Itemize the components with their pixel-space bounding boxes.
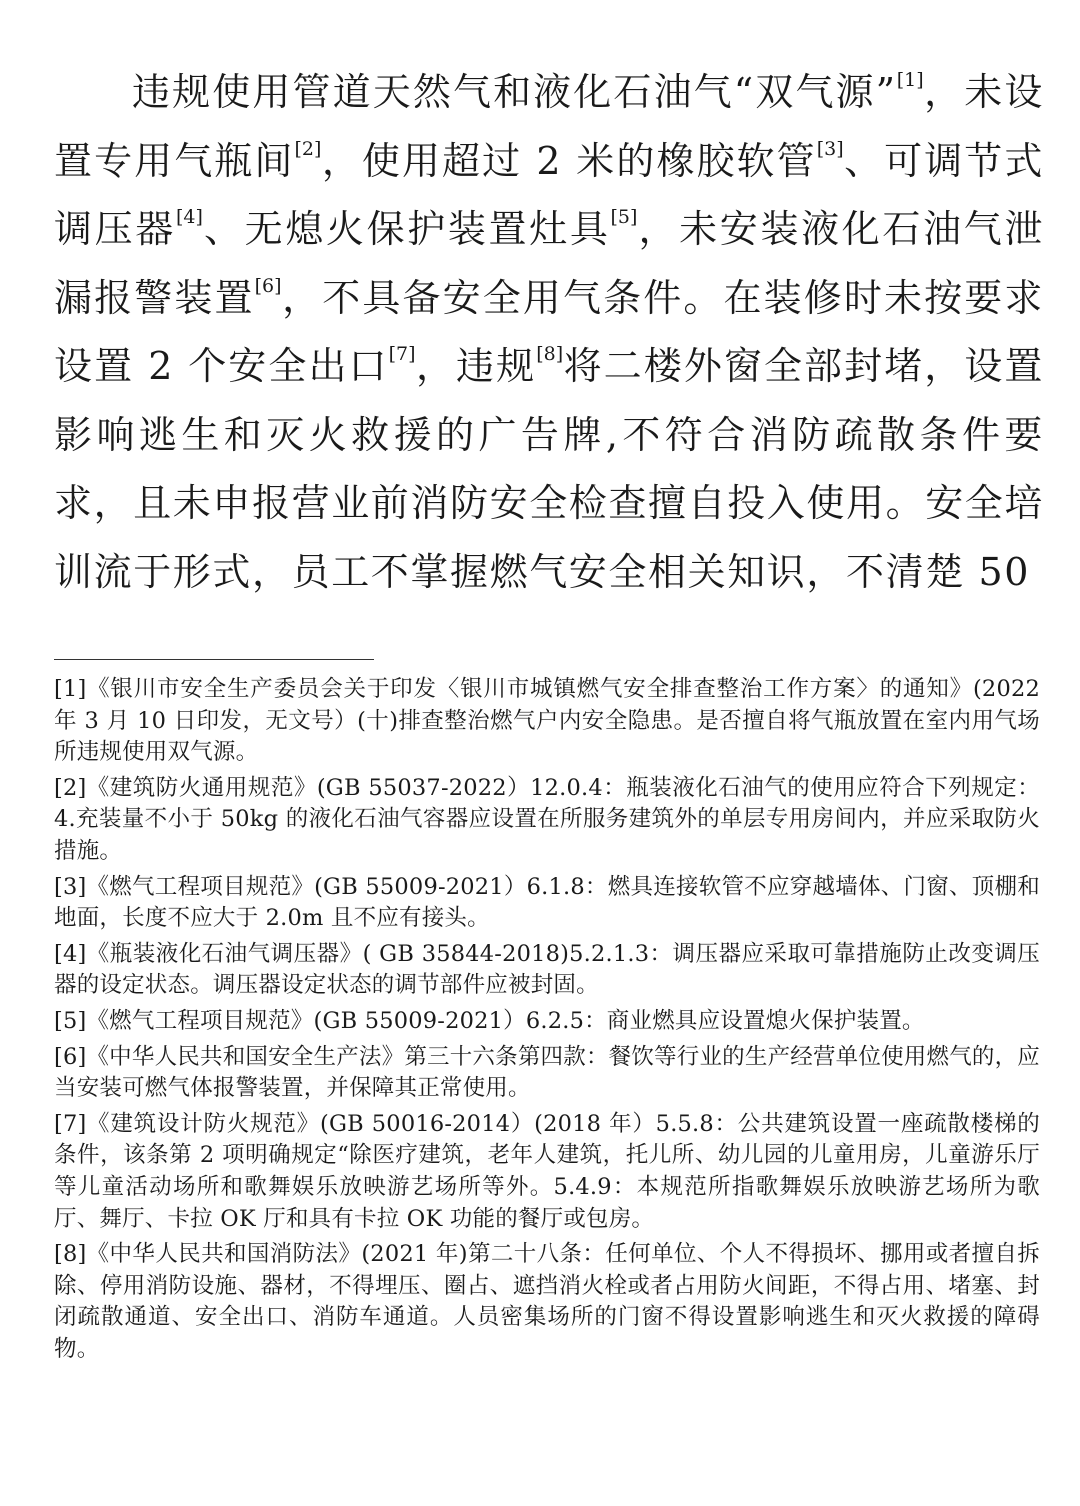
footnote-3: [3]《燃气工程项目规范》(GB 55009-2021）6.1.8：燃具连接软管不应穿越墙体、门窗、顶棚和地面，长度不应大于 2.0m 且不应有接头。 [54, 873, 1040, 932]
footnote-2: [2]《建筑防火通用规范》(GB 55037-2022）12.0.4：瓶装液化石油气的使用应符合下列规定：4.充装量不小于 50kg 的液化石油气容器应设置在所服务建筑外的单层专用房间内，并应采取防火措施。 [54, 774, 1040, 864]
footnote-7: [7]《建筑设计防火规范》(GB 50016-2014）(2018 年）5.5.8：公共建筑设置一座疏散楼梯的条件，该条第 2 项明确规定“除医疗建筑，老年人建筑，托儿所、幼儿园的儿童用房，儿童游乐厅等儿童活动场所和歌舞娱乐放映游艺场所等外。5.4.9：本规范所指歌舞娱乐放映游艺场所为歌厅、舞厅、卡拉 OK 厅和具有卡拉 OK 功能的餐厅或包房。 [54, 1110, 1040, 1232]
footnote-6: [6]《中华人民共和国安全生产法》第三十六条第四款：餐饮等行业的生产经营单位使用燃气的，应当安装可燃气体报警装置，并保障其正常使用。 [54, 1043, 1040, 1102]
body-text-segment: ，违规 [415, 344, 537, 388]
body-text-segment: 违规使用管道天然气和液化石油气“双气源” [132, 70, 897, 114]
footnote-8: [8]《中华人民共和国消防法》(2021 年)第二十八条：任何单位、个人不得损坏、挪用或者擅自拆除、停用消防设施、器材，不得埋压、圈占、遮挡消火栓或者占用防火间距，不得占用、堵塞、封闭疏散通道、安全出口、消防车通道。人员密集场所的门窗不得设置影响逃生和灭火救援的障碍物。 [54, 1241, 1040, 1362]
footnote-1: [1]《银川市安全生产委员会关于印发〈银川市城镇燃气安全排查整治工作方案〉的通知》(2022 年 3 月 10 日印发，无文号）(十)排查整治燃气户内安全隐患。是否擅自将气瓶放置在室内用气场所违规使用双气源。 [54, 676, 1040, 766]
footnote-ref[interactable]: [1] [896, 69, 924, 91]
footnote-list [54, 674, 1040, 1369]
body-text-segment: ，不具备安全用气条件。在装修时未按要求设置 2 个安全出口 [54, 275, 1044, 388]
body-text-segment: 、无熄火保护装置灶具 [202, 207, 611, 251]
body-text-segment: 将二楼外窗全部封堵，设置影响逃生和灭火救援的广告牌,不符合消防疏散条件要求，且未申报营业前消防安全检查擅自投入使用。安全培训流于形式，员工不掌握燃气安全相关知识，不清楚 50 [54, 344, 1045, 594]
body-text-segment: ，未安装液化石油气泄漏报警装置 [54, 207, 1044, 320]
body-text-segment: 、可调节式调压器 [54, 138, 1044, 251]
body-paragraph [54, 58, 1044, 606]
footnote-ref[interactable]: [8] [536, 343, 564, 365]
footnote-ref[interactable]: [3] [816, 137, 844, 160]
body-text-segment: ，使用超过 2 米的橡胶软管 [321, 138, 817, 183]
footnote-5: [5]《燃气工程项目规范》(GB 55009-2021）6.2.5：商业燃具应设置熄火保护装置。 [54, 1007, 925, 1034]
body-text-segment: ，未设置专用气瓶间 [54, 70, 1044, 183]
footnote-4: [4]《瓶装液化石油气调压器》( GB 35844-2018)5.2.1.3：调压器应采取可靠措施防止改变调压器的设定状态。调压器设定状态的调节部件应被封固。 [54, 940, 1040, 999]
footnote-ref[interactable]: [4] [175, 206, 203, 228]
footnote-ref[interactable]: [7] [388, 343, 416, 365]
footnote-ref[interactable]: [2] [294, 137, 322, 160]
footnote-ref[interactable]: [5] [610, 206, 638, 228]
footnote-divider [54, 659, 374, 660]
footnote-ref[interactable]: [6] [254, 274, 282, 297]
